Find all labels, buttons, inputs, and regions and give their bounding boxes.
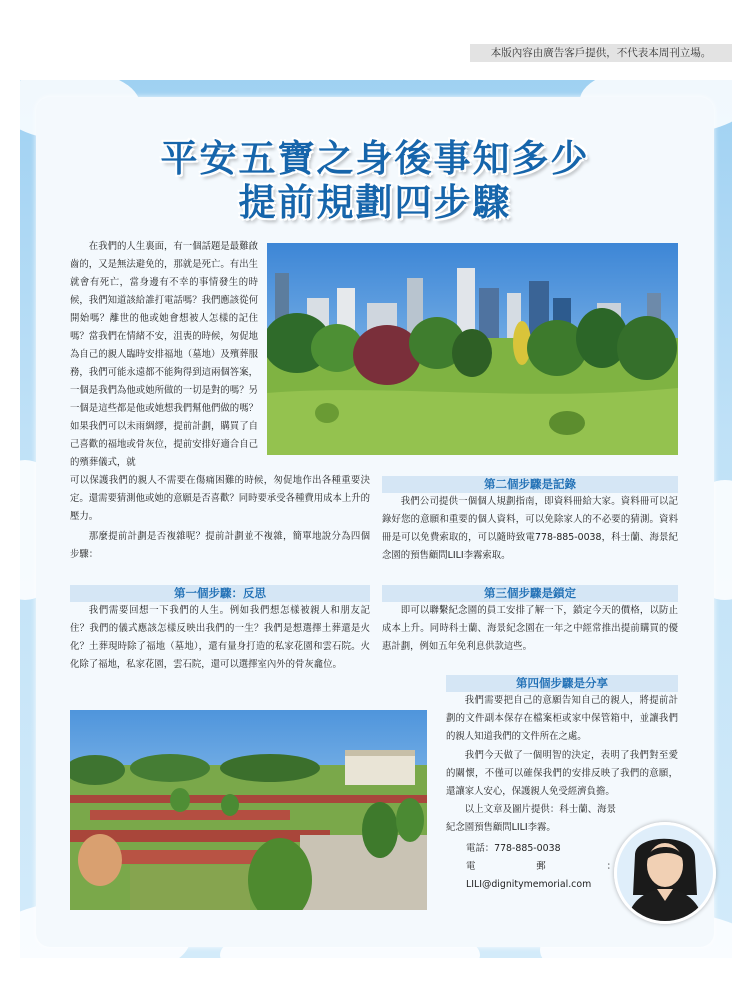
headline-line-2: 提前規劃四步驟 xyxy=(238,180,512,224)
step-3-body: 即可以聯繫紀念園的員工安排了解一下，鎖定今天的價格，以防止成本上升。同時科士蘭、海景紀念園在一年之中經常推出提前購買的優惠計劃，例如五年免利息供款這些。 xyxy=(382,605,678,652)
step-1-heading: 第一個步驟：反思 xyxy=(70,585,370,602)
step-2-heading: 第二個步驟是記錄 xyxy=(382,476,678,493)
step-2-body: 我們公司提供一個個人規劃指南，即資料冊給大家。資料冊可以記錄好您的意願和重要的個人資料，可以免除家人的不必要的猜測。資料冊是可以免費索取的，可以隨時致電778-885-0038，科士蘭、海景紀念園的預售顧問LILI李霧索取。 xyxy=(382,496,678,561)
intro-paragraph-continued: 可以保護我們的親人不需要在傷痛困難的時候，匆促地作出各種重要決定。還需要猜測他或她的意願是否喜歡？同時要承受各種費用成本上升的壓力。 xyxy=(70,475,371,522)
disclaimer: 本版內容由廣告客戶提供，不代表本周刊立場。 xyxy=(470,44,732,62)
contact-phone: 電話：778-885-0038 xyxy=(466,843,561,854)
headline-line-1: 平安五寶之身後事知多少 xyxy=(160,136,590,180)
step-4-heading: 第四個步驟是分享 xyxy=(446,675,678,692)
closing-paragraph: 我們今天做了一個明智的決定，表明了我們對至愛的關懷，不僅可以確保我們的安排反映了我們的意願，還讓家人安心，保護親人免受經濟負擔。 xyxy=(446,750,678,797)
memorial-garden-photo xyxy=(70,710,427,910)
contact-email: 電郵：LILI@dignitymemorial.com xyxy=(466,861,616,890)
city-park-photo xyxy=(267,243,678,455)
credits-paragraph: 以上文章及圖片提供：科士蘭、海景紀念園預售顧問LILI李霧。 xyxy=(446,804,616,833)
step-3-heading: 第三個步驟是鎖定 xyxy=(382,585,678,602)
consultant-portrait xyxy=(614,822,716,924)
intro-paragraph: 在我們的人生裏面，有一個話題是最難啟齒的，又是無法避免的，那就是死亡。有出生就會有死亡，當身邊有不幸的事情發生的時候，我們知道該給誰打電話嗎？我們應該從何開始嗎？離世的他或她會想被人怎樣的記住嗎？當我們在情緒不安，沮喪的時候，匆促地為自己的親人臨時安排福地（墓地）及殯葬服務，我們可能永遠都不能夠得到這兩個答案，一個是我們為他或她所做的一切是對的嗎？另一個是這些都是他或她想我們幫他們做的嗎？如果我們可以未雨綢繆，提前計劃，購買了自己喜歡的福地或骨灰位，提前安排好適合自己的殯葬儀式，就 xyxy=(70,241,258,468)
step-1-body: 我們需要回想一下我們的人生。例如我們想怎樣被親人和朋友記住？我們的儀式應該怎樣反映出我們的一生？我們是想選擇土葬還是火化？土葬現時除了福地（墓地），還有量身打造的私家花園和雲石院。火化除了福地，私家花園，雲石院，還可以選擇室內外的骨灰龕位。 xyxy=(70,605,370,670)
intro-steps-question: 那麼提前計劃是否複雜呢？提前計劃並不複雜，簡單地說分為四個步驟： xyxy=(70,531,370,560)
step-4-body: 我們需要把自己的意願告知自己的親人，將提前計劃的文件副本保存在檔案柜或家中保管箱中，並讓我們的親人知道我們的文件所在之處。 xyxy=(446,695,678,742)
